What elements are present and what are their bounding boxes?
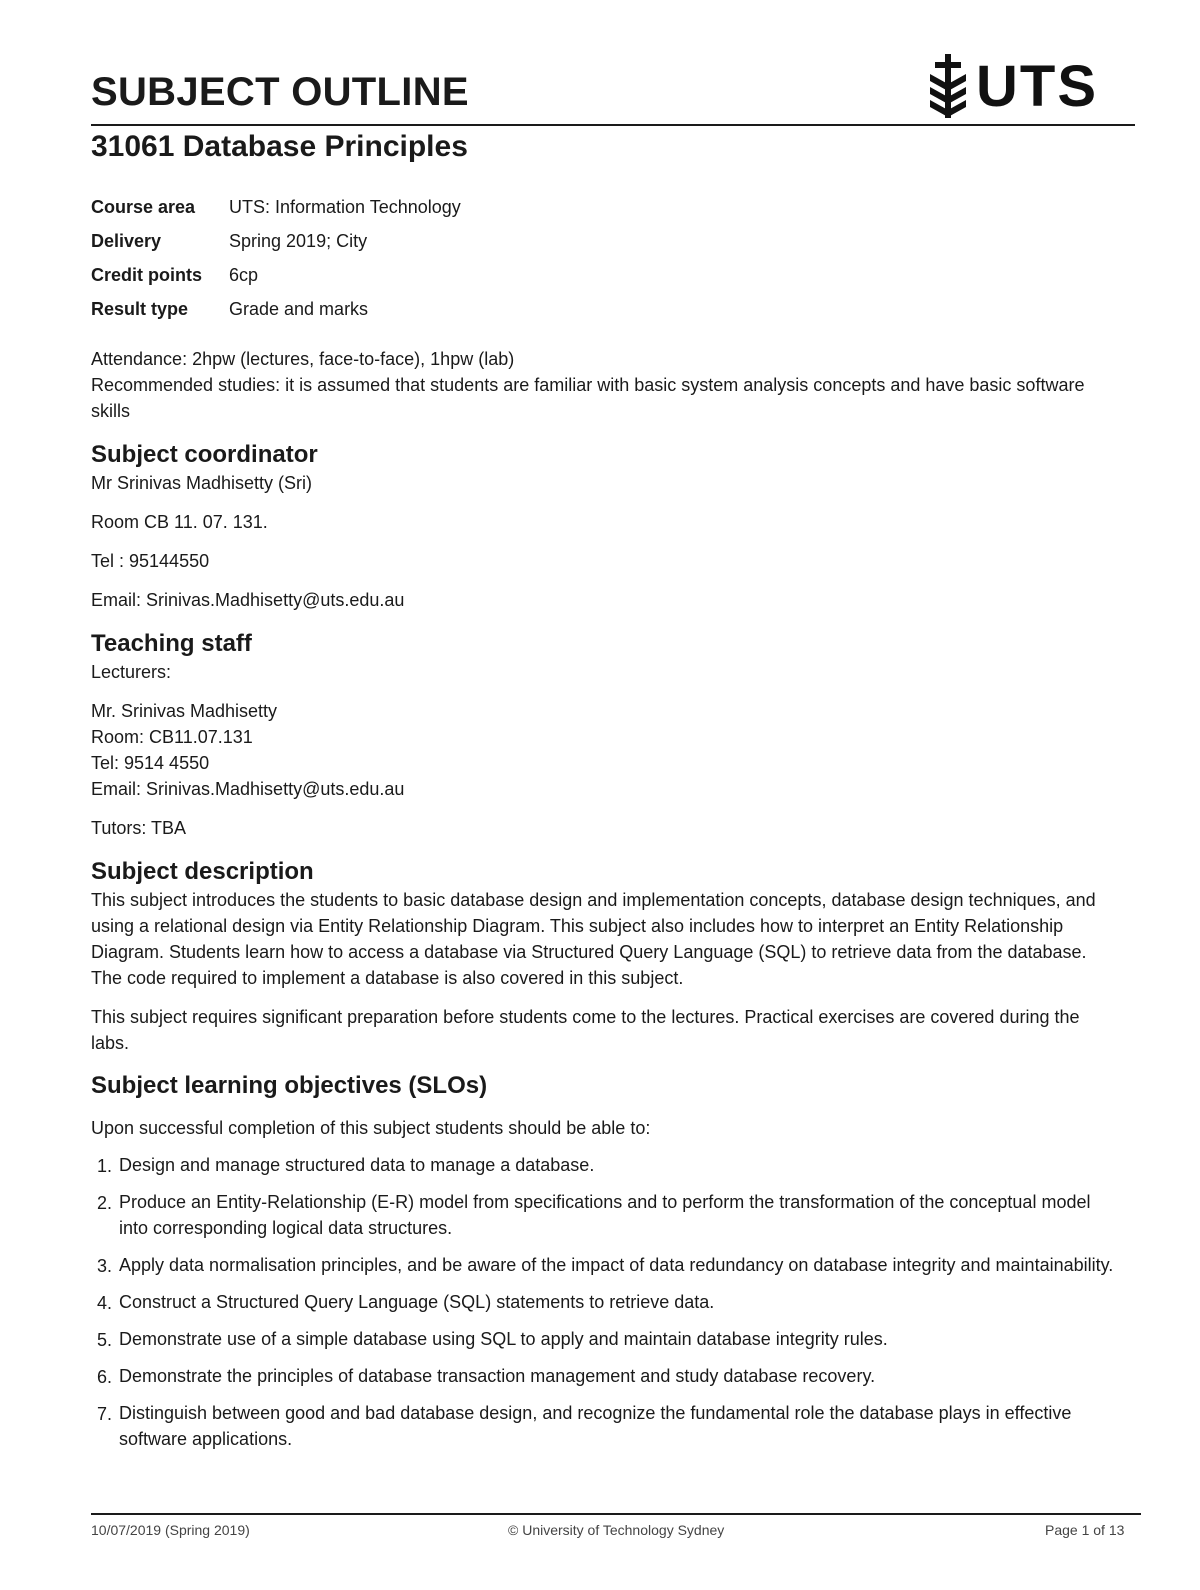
subject-description-heading: Subject description (91, 858, 314, 885)
lecturer-room: Room: CB11.07.131 (91, 727, 253, 747)
info-label: Result type (91, 299, 189, 319)
subject-title: 31061 Database Principles (91, 130, 468, 163)
slo-text: Produce an Entity-Relationship (E-R) model from specifications and to perform the transformation of the conceptual model into corresponding logical data structures. (119, 1192, 1091, 1238)
recommended-studies-text: Recommended studies: it is assumed that students are familiar with basic system analysis concepts and have basic software skills (91, 375, 1085, 421)
slo-item (91, 1289, 1121, 1315)
slo-item (91, 1326, 1121, 1352)
teaching-staff-heading: Teaching staff (91, 630, 252, 657)
footer-page-number: Page 1 of 13 (1045, 1522, 1125, 1538)
slo-number: 6. (97, 1367, 113, 1387)
info-row (91, 193, 461, 227)
coordinator-heading: Subject coordinator (91, 441, 318, 468)
info-label: Delivery (91, 231, 162, 251)
slo-number: 5. (97, 1330, 113, 1350)
slo-text: Demonstrate use of a simple database using SQL to apply and maintain database integrity rules. (119, 1329, 888, 1349)
coordinator-block (91, 470, 1121, 613)
info-value: Grade and marks (229, 299, 369, 319)
slo-text: Distinguish between good and bad database design, and recognize the fundamental role the database plays in effective software applications. (119, 1403, 1072, 1449)
coordinator-name: Mr Srinivas Madhisetty (Sri) (91, 473, 313, 493)
slo-heading: Subject learning objectives (SLOs) (91, 1072, 488, 1099)
info-value: Spring 2019; City (229, 231, 368, 251)
attendance-text: Attendance: 2hpw (lectures, face-to-face), 1hpw (lab) (91, 349, 515, 369)
lecturer-tel: Tel: 9514 4550 (91, 753, 210, 773)
teaching-staff-block (91, 659, 1121, 841)
description-paragraph: This subject requires significant preparation before students come to the lectures. Practical exercises are covered during the labs. (91, 1007, 1080, 1053)
coordinator-email: Email: Srinivas.Madhisetty@uts.edu.au (91, 590, 405, 610)
slo-number: 3. (97, 1256, 113, 1276)
lecturer-email: Email: Srinivas.Madhisetty@uts.edu.au (91, 779, 405, 799)
lecturer-name: Mr. Srinivas Madhisetty (91, 701, 278, 721)
info-row (91, 261, 461, 295)
footer-copyright: © University of Technology Sydney (508, 1522, 725, 1538)
lecturers-label: Lecturers: (91, 662, 172, 682)
header-divider (91, 124, 1135, 126)
coordinator-tel: Tel : 95144550 (91, 551, 210, 571)
slo-text: Construct a Structured Query Language (SQL) statements to retrieve data. (119, 1292, 715, 1312)
attendance-block (91, 346, 1121, 424)
subject-description-block (91, 887, 1121, 1056)
slo-text: Apply data normalisation principles, and be aware of the impact of data redundancy on database integrity and maintainability. (119, 1255, 1114, 1275)
slo-number: 1. (97, 1156, 113, 1176)
slo-text: Design and manage structured data to manage a database. (119, 1155, 595, 1175)
footer-date: 10/07/2019 (Spring 2019) (91, 1522, 250, 1538)
info-label: Credit points (91, 265, 202, 285)
slo-item (91, 1400, 1121, 1452)
slo-item (91, 1252, 1121, 1278)
slo-number: 7. (97, 1404, 113, 1424)
slo-intro-text: Upon successful completion of this subject students should be able to: (91, 1118, 651, 1138)
slo-item (91, 1152, 1121, 1178)
uts-crest-icon (926, 50, 970, 122)
slo-item (91, 1189, 1121, 1241)
slo-text: Demonstrate the principles of database transaction management and study database recovery. (119, 1366, 876, 1386)
info-row (91, 295, 461, 329)
slo-intro (91, 1115, 1121, 1141)
uts-logo (926, 50, 1096, 122)
info-value: 6cp (229, 265, 259, 285)
slo-list (91, 1152, 1121, 1463)
subject-info-table (91, 193, 461, 329)
document-title: SUBJECT OUTLINE (91, 70, 469, 114)
info-label: Course area (91, 197, 196, 217)
tutors-text: Tutors: TBA (91, 818, 187, 838)
info-row (91, 227, 461, 261)
slo-number: 2. (97, 1193, 113, 1213)
info-value: UTS: Information Technology (229, 197, 461, 217)
slo-item (91, 1363, 1121, 1389)
coordinator-room: Room CB 11. 07. 131. (91, 512, 268, 532)
footer-divider (91, 1513, 1141, 1515)
logo-wordmark: UTS (976, 54, 1098, 119)
slo-number: 4. (97, 1293, 113, 1313)
description-paragraph: This subject introduces the students to basic database design and implementation concepts, database design techniques, and using a relational design via Entity Relationship Diagram. This subject also includes how to interpret an Entity Relationship Diagram. Students learn how to access a database via Structured Query Language (SQL) to retrieve data from the database. The code required to implement a database is also covered in this subject. (91, 890, 1096, 988)
